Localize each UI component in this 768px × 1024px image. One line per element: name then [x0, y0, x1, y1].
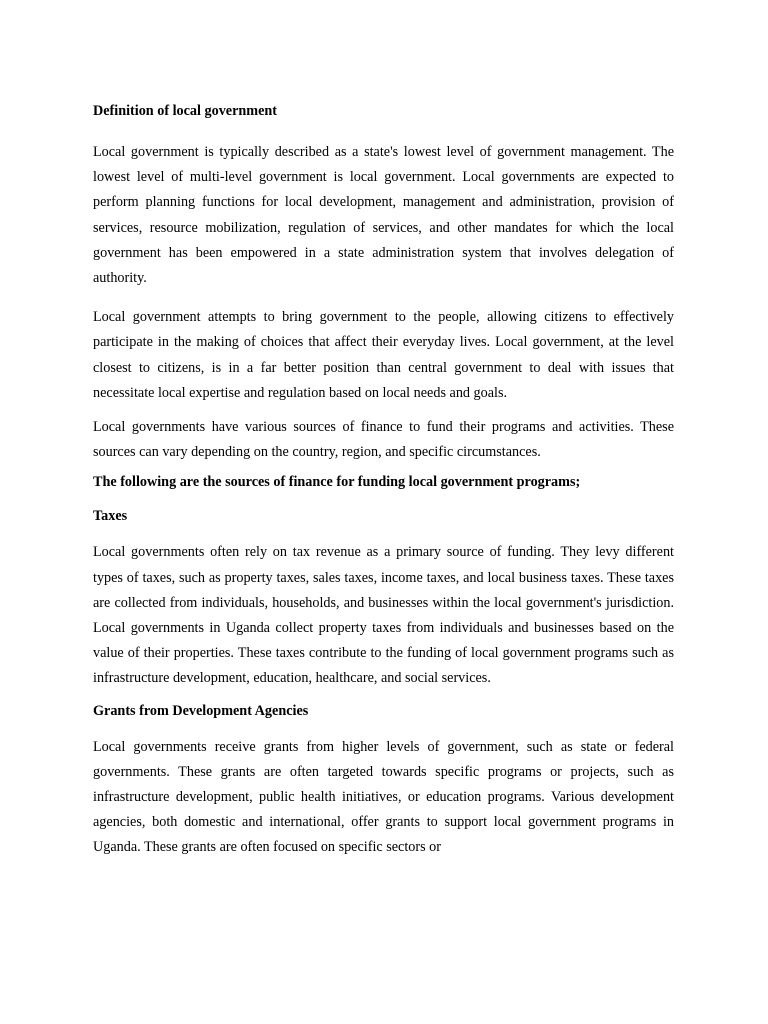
paragraph-government-to-people: Local government attempts to bring government to the people, allowing citizens to effectively participate in the making of choices that affect their everyday lives. Local government, at the level closest to citizens, is in a far better position than central government to deal with issues that necessitate local expertise and regulation based on local needs and goals.	[93, 309, 674, 401]
paragraph-grants: Local governments receive grants from higher levels of government, such as state or federal governments. These grants are often targeted towards specific programs or projects, such as infrastructure development, public health initiatives, or education programs. Various development agencies, both domestic and international, offer grants to support local government programs in Uganda. These grants are often focused on specific sectors or	[93, 738, 674, 856]
paragraph-taxes: Local governments often rely on tax revenue as a primary source of funding. They levy different types of taxes, such as property taxes, sales taxes, income taxes, and local business taxes. These taxes are collected from individuals, households, and businesses within the local government's jurisdiction. Local governments in Uganda collect property taxes from individuals and businesses based on the value of their properties. These taxes contribute to the funding of local government programs such as infrastructure development, education, healthcare, and social services.	[93, 544, 674, 687]
heading-grants: Grants from Development Agencies	[93, 702, 309, 719]
paragraph-definition: Local government is typically described as a state's lowest level of government management. The lowest level of multi-level government is local government. Local governments are expected to perform planning functions for local development, management and administration, provision of services, resource mobilization, regulation of services, and other mandates for which the local government has been empowered in a state administration system that involves delegation of authority.	[93, 144, 674, 287]
paragraph-sources-of-finance: Local governments have various sources of finance to fund their programs and activities. These sources can vary depending on the country, region, and specific circumstances.	[93, 419, 674, 461]
document-page	[93, 101, 674, 861]
heading-taxes: Taxes	[93, 508, 128, 525]
heading-following-sources: The following are the sources of finance for funding local government programs;	[93, 474, 581, 491]
heading-definition: Definition of local government	[93, 103, 278, 119]
